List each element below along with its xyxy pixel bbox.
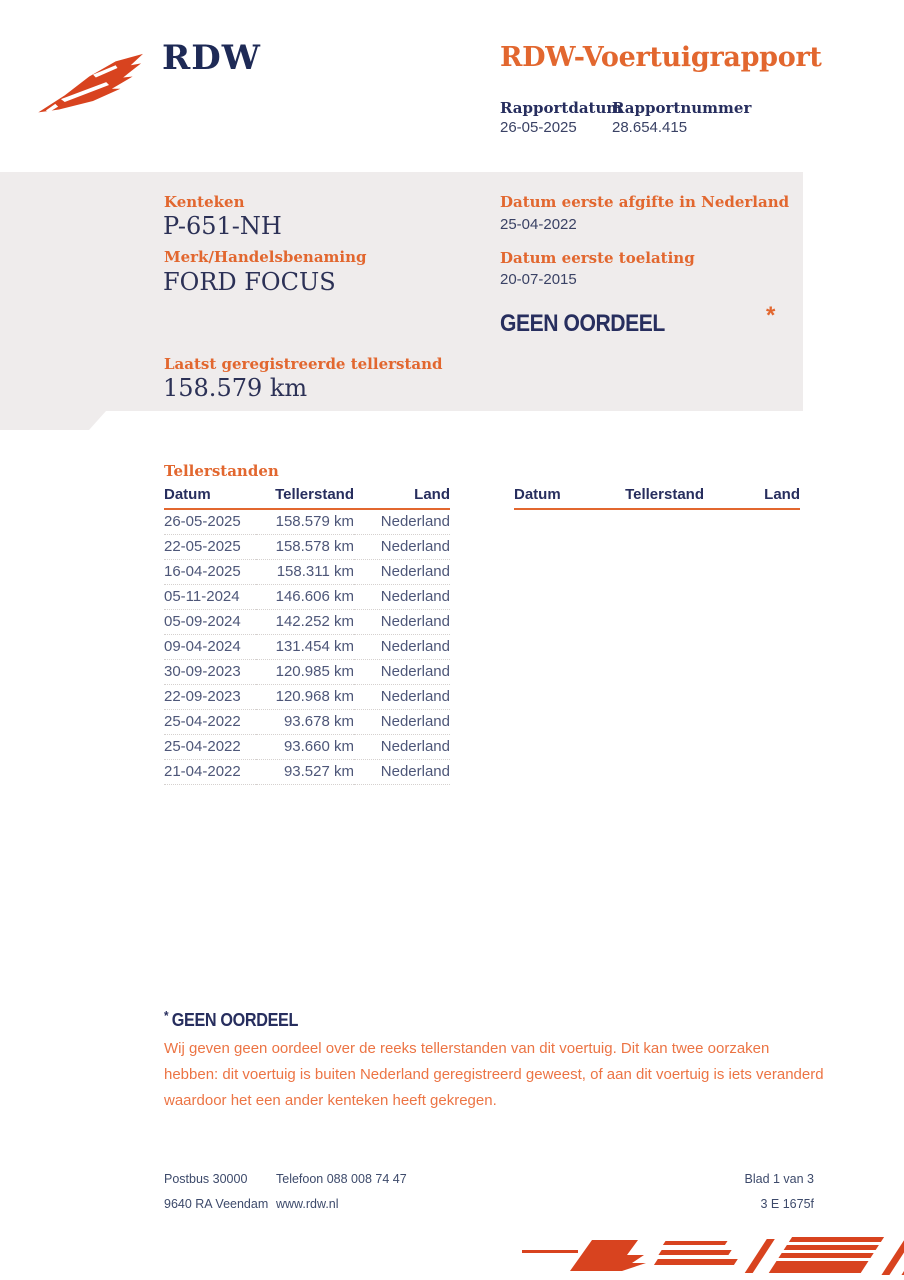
cell-land: Nederland xyxy=(354,635,450,660)
footer-doc-code: 3 E 1675f xyxy=(760,1197,814,1211)
report-date-label: Rapportdatum xyxy=(500,99,623,117)
table-row xyxy=(164,685,450,710)
table-header-row xyxy=(514,484,800,509)
cell-datum: 22-09-2023 xyxy=(164,685,256,710)
tellerstand-label: Laatst geregistreerde tellerstand xyxy=(164,355,443,373)
cell-tellerstand: 120.968 km xyxy=(256,685,354,710)
table-row xyxy=(164,635,450,660)
cell-tellerstand: 93.678 km xyxy=(256,710,354,735)
cell-land: Nederland xyxy=(354,660,450,685)
footer-phone: Telefoon 088 008 74 47 xyxy=(276,1172,407,1186)
merk-value: FORD FOCUS xyxy=(163,268,336,296)
cell-tellerstand: 158.579 km xyxy=(256,509,354,535)
cell-land: Nederland xyxy=(354,509,450,535)
table-row xyxy=(164,509,450,535)
odometer-table-left xyxy=(164,484,450,785)
report-number-label: Rapportnummer xyxy=(612,99,752,117)
footnote-text: Wij geven geen oordeel over de reeks tellerstanden van dit voertuig. Dit kan twee oorzaken hebben: dit voertuig is buiten Nederland geregistreerd geweest, of aan dit voertuig is iets veranderd waardoor het een ander kenteken heeft gekregen. xyxy=(164,1040,824,1109)
cell-datum: 30-09-2023 xyxy=(164,660,256,685)
cell-tellerstand: 131.454 km xyxy=(256,635,354,660)
footnote-heading xyxy=(164,1008,298,1031)
cell-tellerstand: 158.578 km xyxy=(256,535,354,560)
cell-tellerstand: 158.311 km xyxy=(256,560,354,585)
report-date-value: 26-05-2025 xyxy=(500,119,577,136)
cell-datum: 05-09-2024 xyxy=(164,610,256,635)
footer-address-line2: 9640 RA Veendam xyxy=(164,1197,269,1211)
cell-land: Nederland xyxy=(354,560,450,585)
cell-datum: 16-04-2025 xyxy=(164,560,256,585)
table-header-row xyxy=(164,484,450,509)
footer-address-line1: Postbus 30000 xyxy=(164,1172,248,1186)
toelating-label: Datum eerste toelating xyxy=(500,249,695,267)
panel-corner-decoration xyxy=(0,411,106,430)
rdw-logo-text: RDW xyxy=(162,38,261,78)
merk-label: Merk/Handelsbenaming xyxy=(164,248,367,266)
footnote-title: GEEN OORDEEL xyxy=(171,1010,299,1030)
column-header-tellerstand: Tellerstand xyxy=(256,484,354,509)
cell-datum: 22-05-2025 xyxy=(164,535,256,560)
tellerstand-value: 158.579 km xyxy=(163,374,308,402)
table-row xyxy=(164,760,450,785)
table-row xyxy=(164,535,450,560)
cell-datum: 25-04-2022 xyxy=(164,710,256,735)
cell-tellerstand: 93.660 km xyxy=(256,735,354,760)
cell-datum: 05-11-2024 xyxy=(164,585,256,610)
cell-tellerstand: 120.985 km xyxy=(256,660,354,685)
table-row xyxy=(164,735,450,760)
table-row xyxy=(164,610,450,635)
rdw-footer-stripes-graphic xyxy=(514,1231,904,1280)
cell-datum: 21-04-2022 xyxy=(164,760,256,785)
table-row xyxy=(164,560,450,585)
kenteken-label: Kenteken xyxy=(164,193,245,211)
cell-land: Nederland xyxy=(354,585,450,610)
page-title: RDW-Voertuigrapport xyxy=(500,42,822,73)
afgifte-value: 25-04-2022 xyxy=(500,216,577,233)
column-header-tellerstand: Tellerstand xyxy=(606,484,704,509)
table-row xyxy=(164,660,450,685)
odometer-table-right xyxy=(514,484,800,510)
cell-tellerstand: 93.527 km xyxy=(256,760,354,785)
vehicle-summary-panel xyxy=(0,172,803,411)
cell-datum: 26-05-2025 xyxy=(164,509,256,535)
cell-land: Nederland xyxy=(354,735,450,760)
cell-land: Nederland xyxy=(354,760,450,785)
cell-tellerstand: 142.252 km xyxy=(256,610,354,635)
report-number-value: 28.654.415 xyxy=(612,119,688,136)
cell-land: Nederland xyxy=(354,535,450,560)
cell-land: Nederland xyxy=(354,685,450,710)
column-header-land: Land xyxy=(354,484,450,509)
table-row xyxy=(164,710,450,735)
cell-tellerstand: 146.606 km xyxy=(256,585,354,610)
kenteken-value: P-651-NH xyxy=(163,212,282,240)
table-row xyxy=(164,585,450,610)
cell-datum: 09-04-2024 xyxy=(164,635,256,660)
verdict-asterisk: * xyxy=(766,302,776,329)
footer-page-indicator: Blad 1 van 3 xyxy=(744,1172,814,1186)
column-header-datum: Datum xyxy=(514,484,606,509)
tellerstanden-section-title: Tellerstanden xyxy=(164,462,279,480)
cell-land: Nederland xyxy=(354,610,450,635)
verdict-text: GEEN OORDEEL xyxy=(500,310,665,337)
rdw-eagle-logo-icon xyxy=(36,52,150,123)
toelating-value: 20-07-2015 xyxy=(500,271,577,288)
cell-land: Nederland xyxy=(354,710,450,735)
column-header-land: Land xyxy=(704,484,800,509)
cell-datum: 25-04-2022 xyxy=(164,735,256,760)
column-header-datum: Datum xyxy=(164,484,256,509)
footer-website: www.rdw.nl xyxy=(276,1197,339,1211)
afgifte-label: Datum eerste afgifte in Nederland xyxy=(500,193,790,211)
footnote-asterisk: * xyxy=(164,1008,169,1023)
